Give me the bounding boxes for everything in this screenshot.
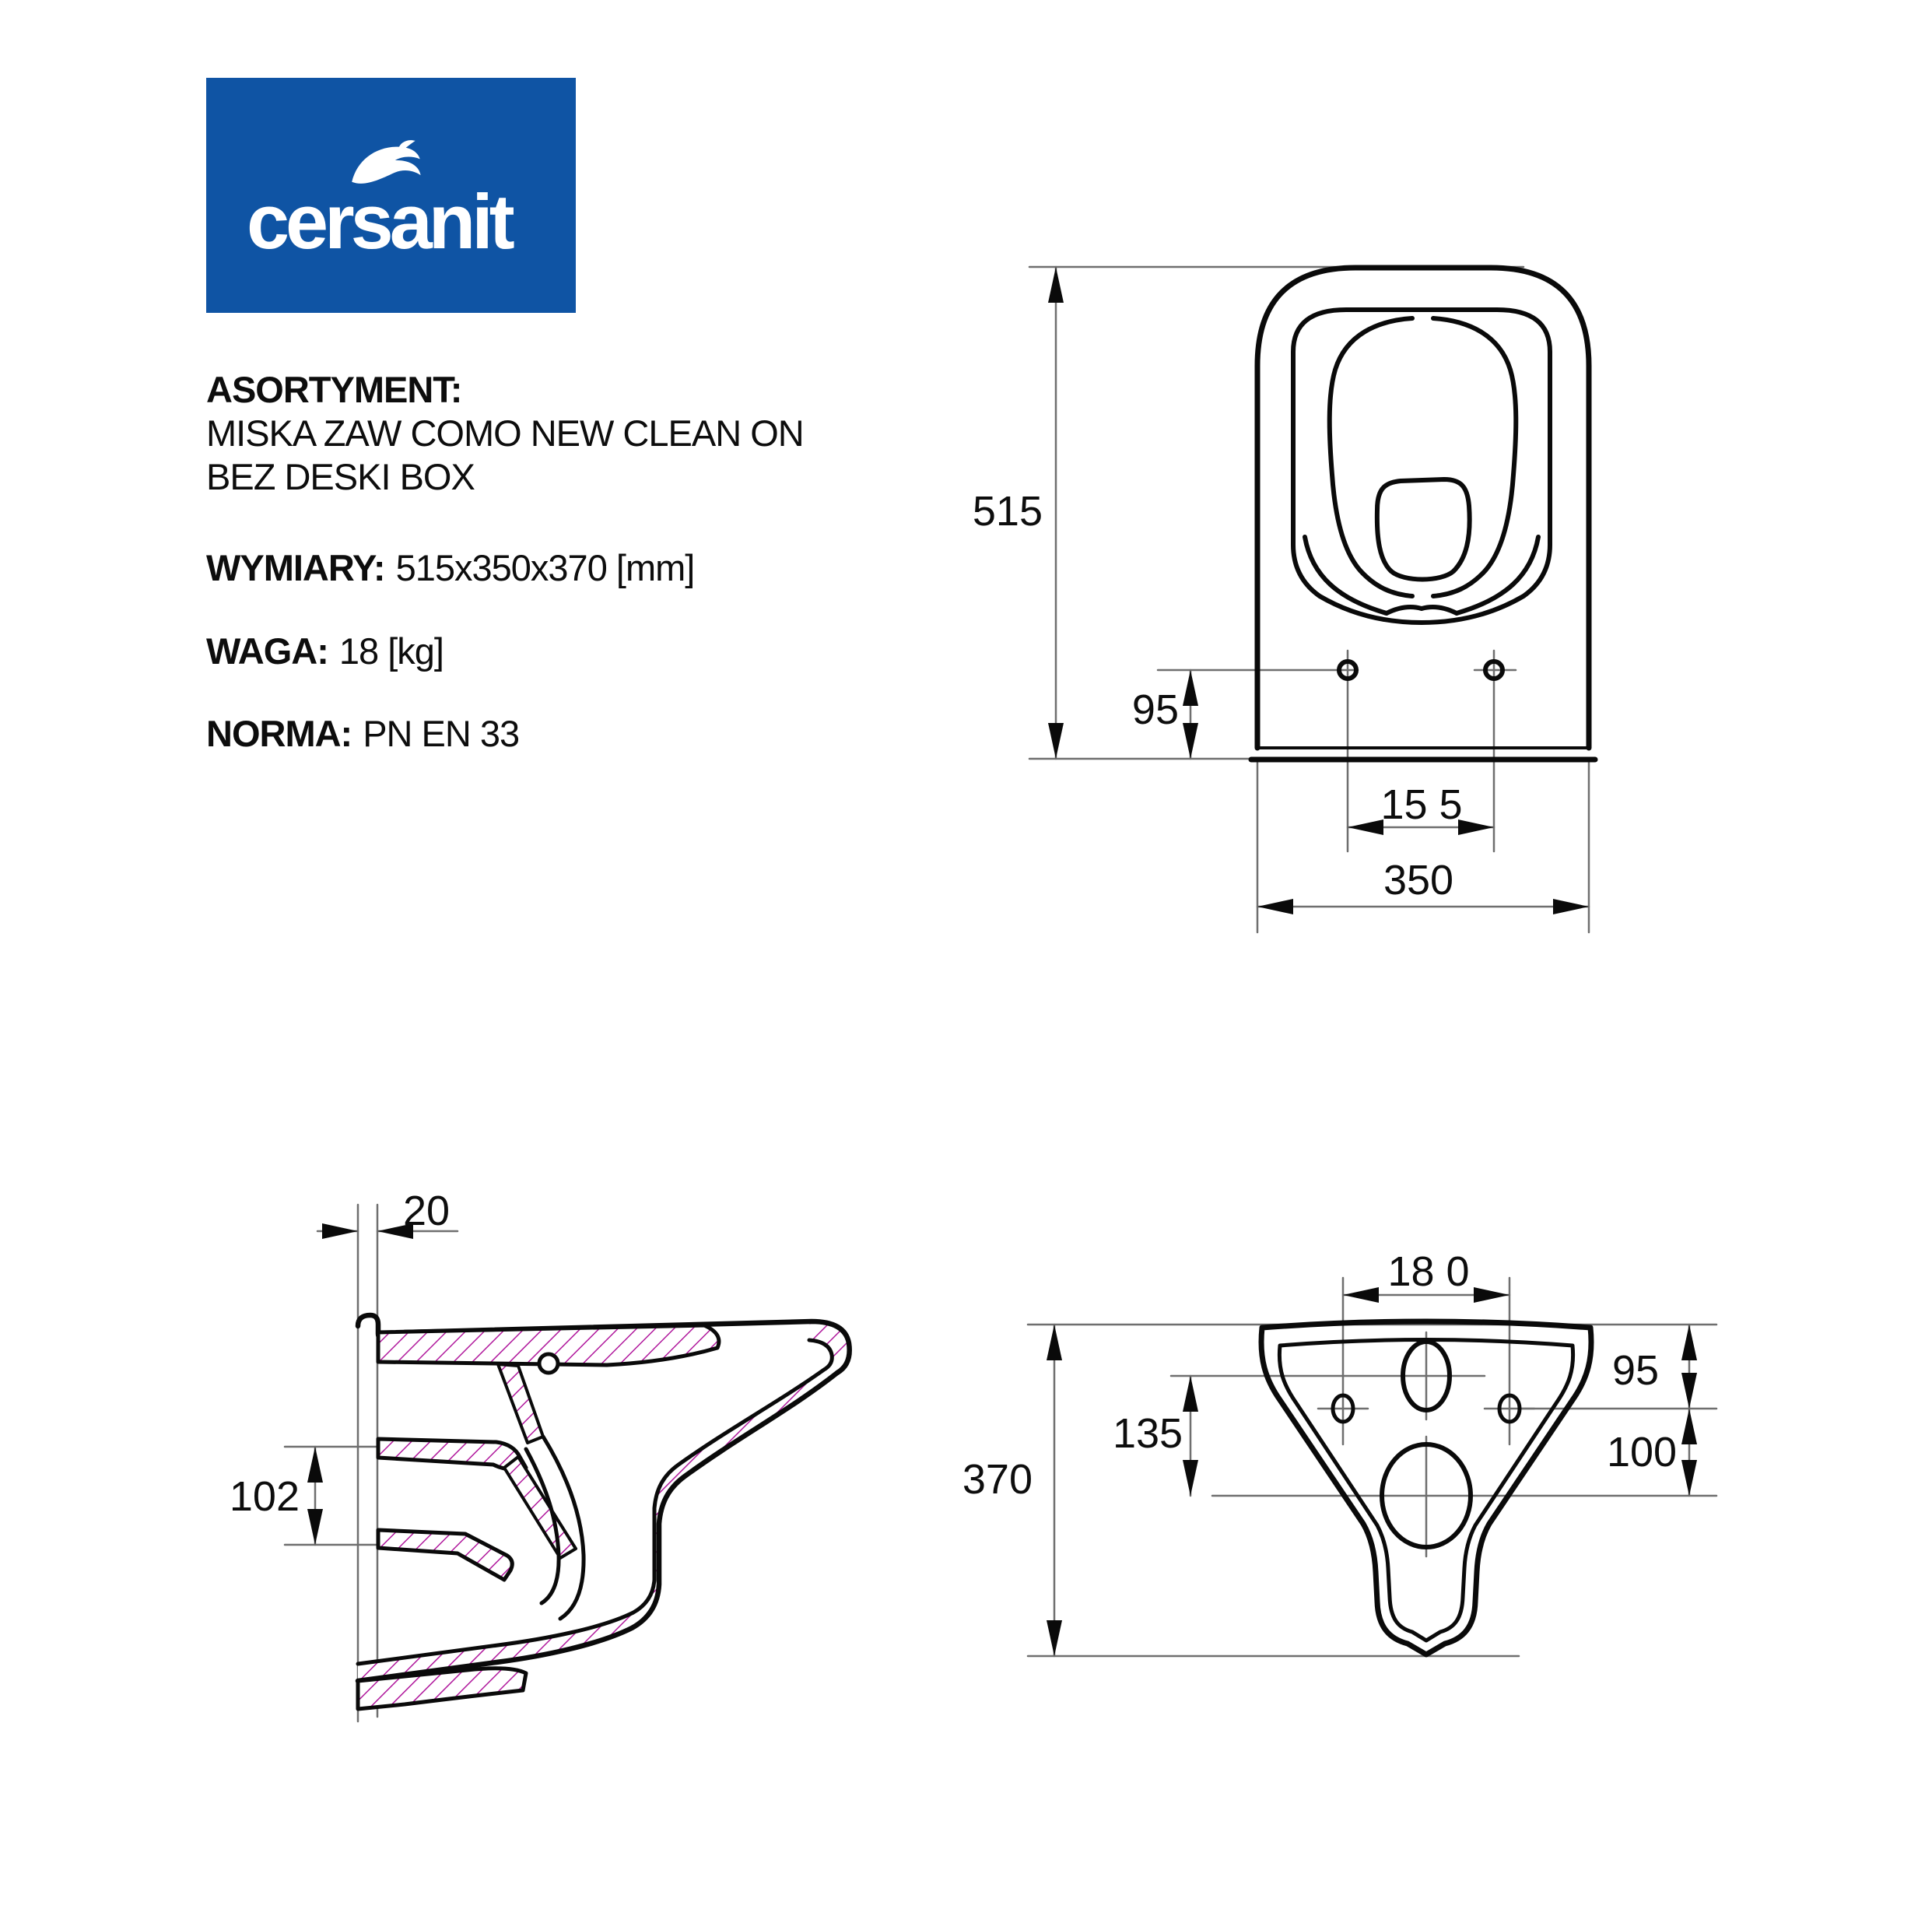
spur-hatch xyxy=(498,1364,543,1443)
dim-label-102: 102 xyxy=(229,1473,300,1520)
brand-wordmark: cersanit xyxy=(247,178,511,265)
side-view-drawing xyxy=(230,1188,850,1721)
standard-line: NORMA: PN EN 33 xyxy=(206,713,520,754)
assortment-line1: MISKA ZAW COMO NEW CLEAN ON xyxy=(206,412,804,454)
dim-label-95-back: 95 xyxy=(1611,1347,1660,1394)
dim-label-180: 18 0 xyxy=(1387,1248,1470,1295)
bowl-smile xyxy=(1387,607,1457,613)
dim-label-100: 100 xyxy=(1606,1429,1678,1476)
inner-shell-line xyxy=(358,1340,832,1664)
toilet-side-section xyxy=(358,1315,850,1709)
dim-label-135: 135 xyxy=(1112,1410,1183,1457)
dimensions-line: WYMIARY: 515x350x370 [mm] xyxy=(206,547,695,588)
shelf2-hatch xyxy=(378,1439,526,1469)
dim-label-350: 350 xyxy=(1383,857,1454,904)
dim-label-20: 20 xyxy=(402,1188,451,1234)
assortment-line2: BEZ DESKI BOX xyxy=(206,456,475,497)
top-view-extension-lines xyxy=(1029,267,1589,932)
back-view-drawing xyxy=(962,1248,1716,1656)
water-spot-outline xyxy=(1377,479,1470,580)
shell-hatch-band xyxy=(358,1321,850,1681)
shelf3-hatch xyxy=(378,1530,512,1580)
dim-label-155: 15 5 xyxy=(1380,781,1463,828)
assortment-label: ASORTYMENT: xyxy=(206,369,462,410)
dim-label-95-top: 95 xyxy=(1131,686,1179,733)
back-view-arrows xyxy=(1047,1287,1697,1656)
weight-line: WAGA: 18 [kg] xyxy=(206,630,444,672)
side-view-extension-lines xyxy=(285,1205,458,1721)
top-view-drawing xyxy=(973,267,1595,932)
slab-notch xyxy=(539,1354,558,1373)
shelf2-riser-hatch xyxy=(504,1457,576,1558)
dim-label-515: 515 xyxy=(972,488,1043,535)
side-view-arrows xyxy=(307,1223,413,1545)
toilet-top-view-outline xyxy=(1251,268,1595,760)
dim-label-370: 370 xyxy=(962,1456,1033,1503)
